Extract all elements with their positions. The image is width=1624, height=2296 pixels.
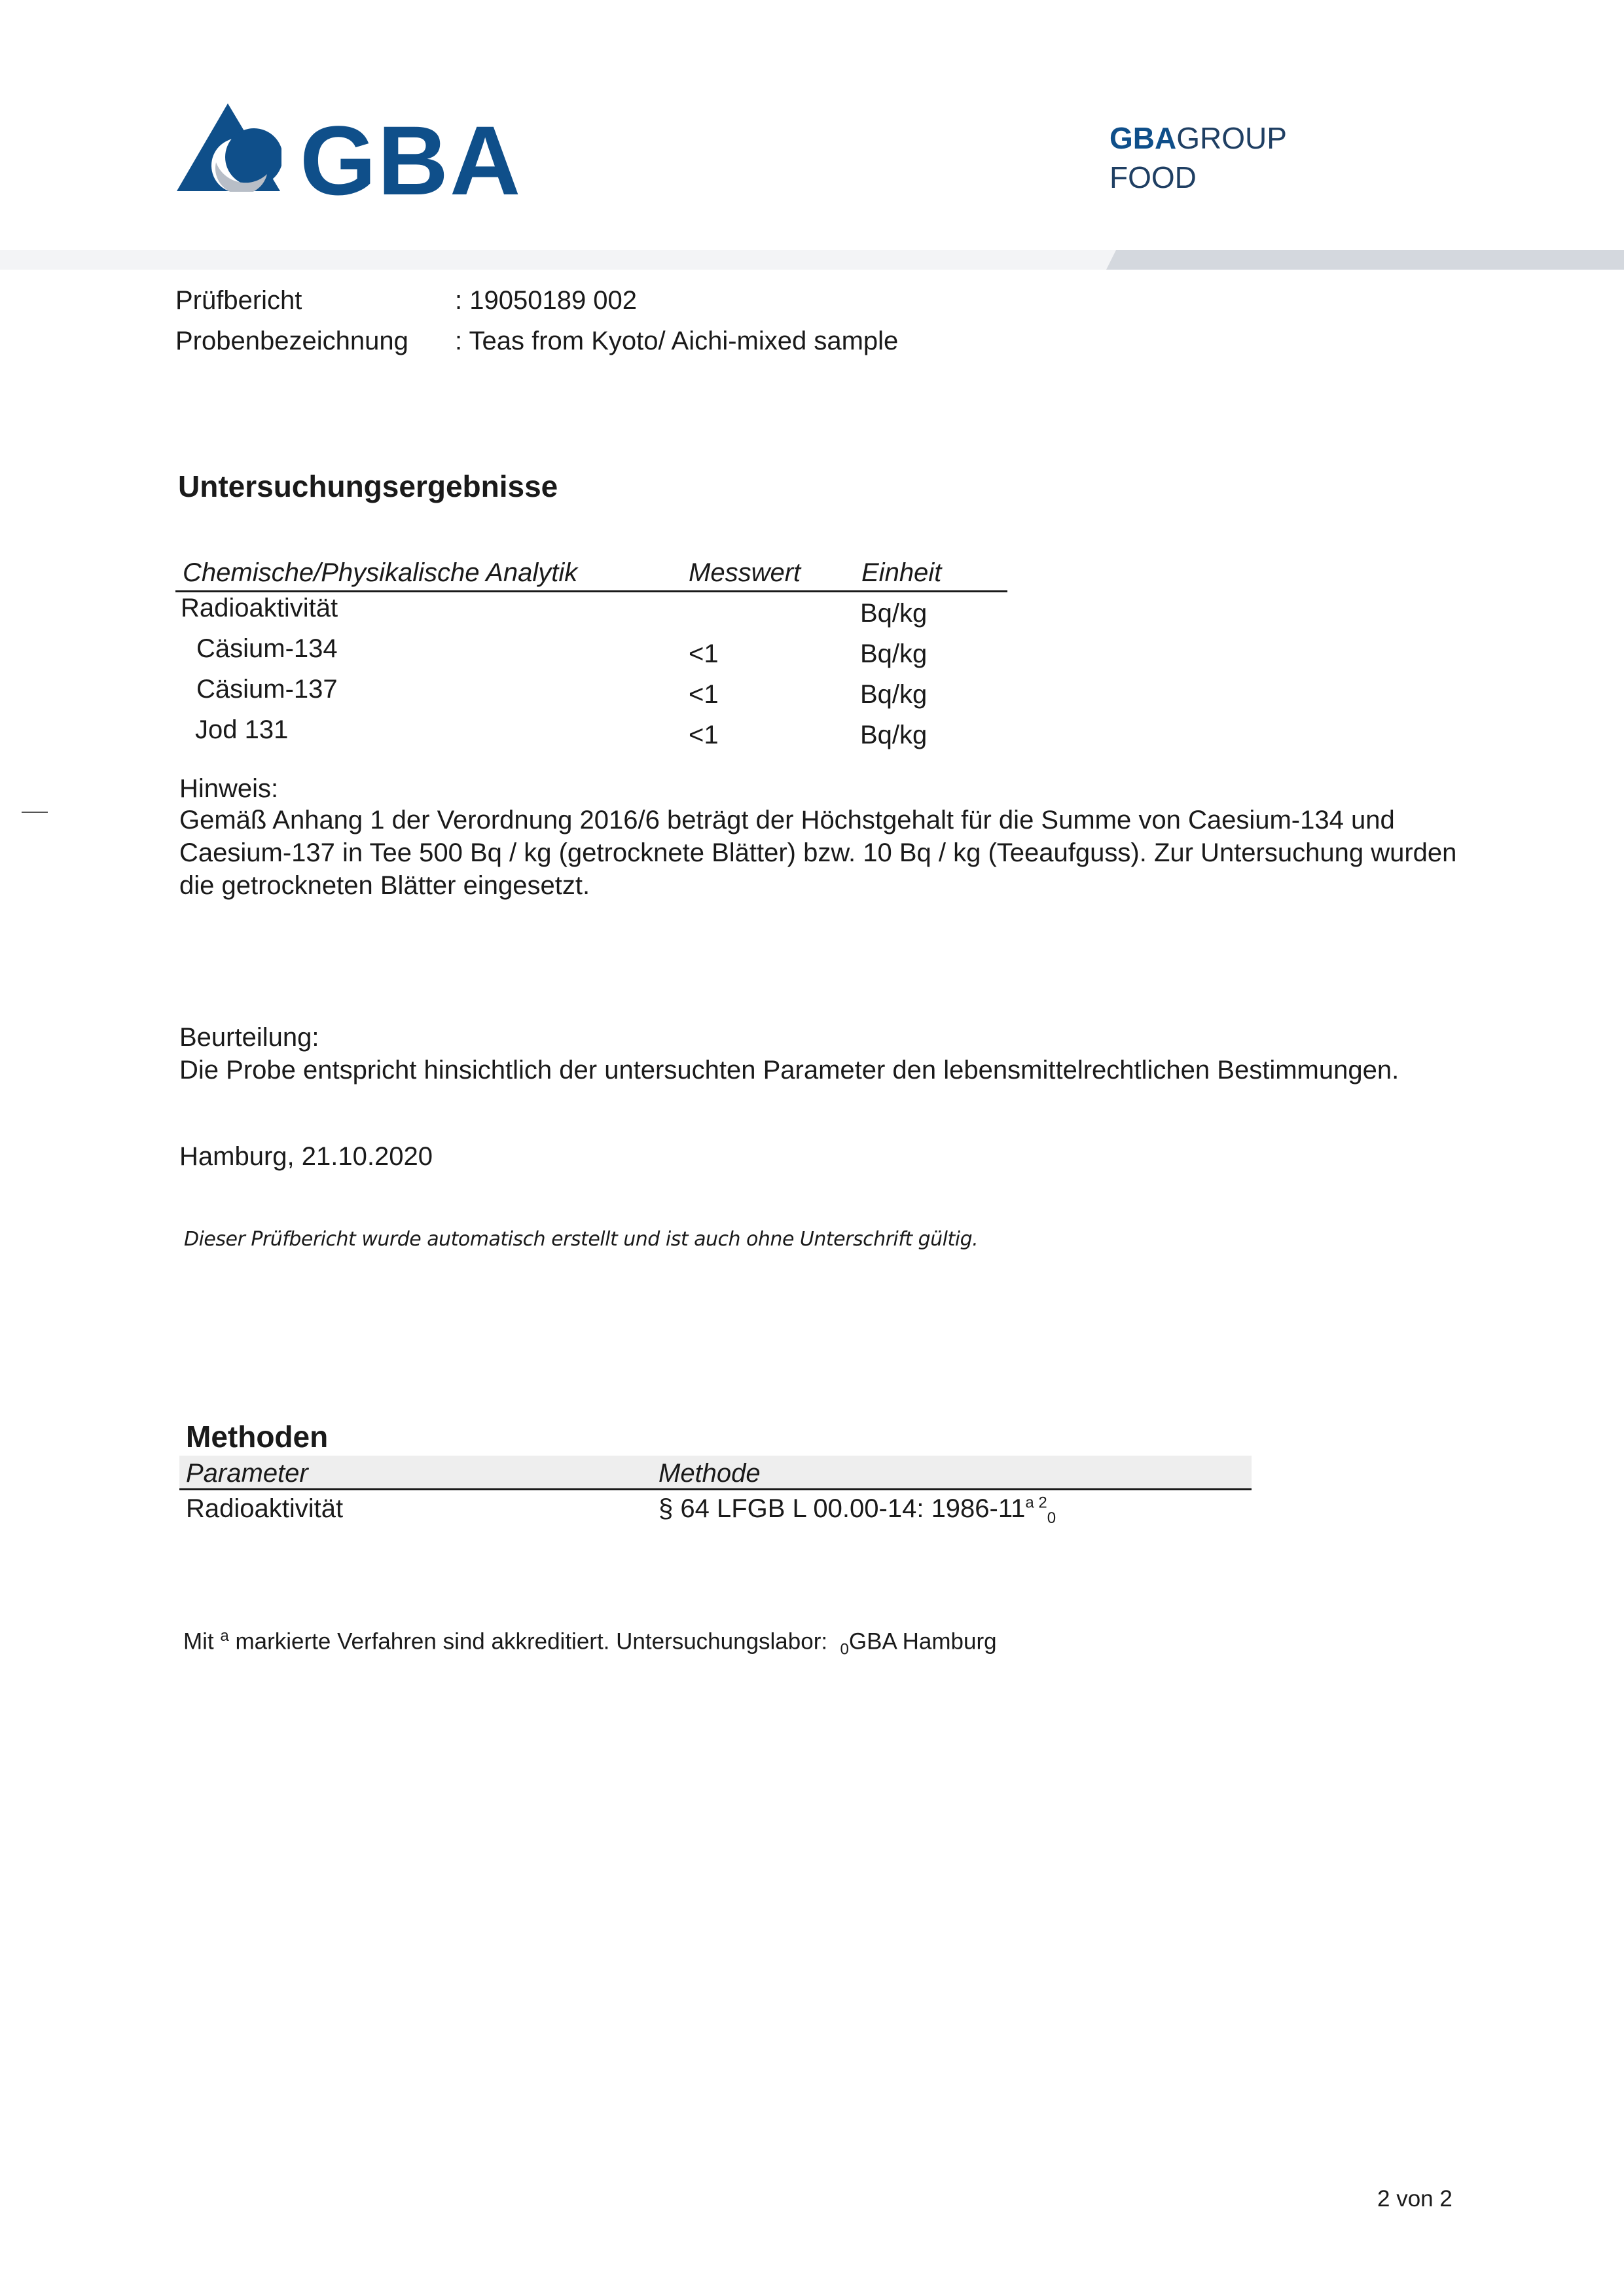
results-col-value: Messwert [689,558,801,587]
note-text: Gemäß Anhang 1 der Verordnung 2016/6 beträgt der Höchstgehalt für die Summe von Caesium-134 und Caesium-137 in Tee 500 Bq / kg (getrocknete Blätter) bzw. 10 Bq / kg (Teeaufguss). Zur Untersuchung wurden die getrockneten Blätter eingesetzt. [179,806,1457,900]
sample-value: : Teas from Kyoto/ Aichi-mixed sample [455,327,899,355]
accreditation-prefix: Mit [183,1628,214,1655]
method-row-method-text: § 64 LFGB L 00.00-14: 1986-11 [659,1494,1026,1523]
result-row-name: Jod 131 [195,715,289,744]
lab-index: 0 [840,1640,849,1659]
group-name-strong: GBA [1110,121,1177,155]
place-date: Hamburg, 21.10.2020 [179,1142,433,1171]
report-number-label: Prüfbericht [175,286,302,315]
results-col-analysis: Chemische/Physikalische Analytik [183,558,578,587]
header-banner [0,250,1624,270]
assessment-text: Die Probe entspricht hinsichtlich der untersuchten Parameter den lebensmittelrechtlichen Bestimmungen. [179,1056,1399,1085]
page-number: 2 von 2 [1377,2186,1453,2212]
note-title: Hinweis: [179,774,279,803]
method-lab-index: 0 [1047,1509,1056,1527]
group-name [1110,123,1287,153]
logo-wordmark: GBA [300,105,522,215]
assessment-title: Beurteilung: [179,1023,319,1052]
accreditation-footnote [183,1627,997,1659]
method-row-parameter: Radioaktivität [186,1494,344,1523]
result-row-name: Cäsium-134 [196,634,338,663]
result-row-unit: Bq/kg [860,639,928,668]
results-col-unit: Einheit [861,558,942,587]
lab-name: GBA Hamburg [848,1628,997,1655]
result-row-unit: Bq/kg [860,599,928,628]
method-accreditation-mark: a 2 [1025,1494,1047,1512]
margin-mark [22,812,48,813]
accreditation-mark: a [220,1627,229,1645]
method-row-method [659,1494,1056,1528]
auto-generated-note: Dieser Prüfbericht wurde automatisch erstellt und ist auch ohne Unterschrift gültig. [184,1228,979,1251]
result-row-unit: Bq/kg [860,680,928,709]
methods-header-rule [179,1488,1252,1490]
result-row-name: Radioaktivität [181,594,338,622]
methods-col-parameter: Parameter [186,1459,308,1488]
report-number-value: : 19050189 002 [455,286,638,315]
result-row-name: Cäsium-137 [196,675,338,704]
group-division: FOOD [1110,160,1197,194]
methods-title: Methoden [186,1420,329,1454]
methods-col-method: Methode [659,1459,761,1488]
group-name-rest: GROUP [1176,121,1287,155]
result-row-value: <1 [689,721,719,749]
results-title: Untersuchungsergebnisse [178,469,558,503]
sample-label: Probenbezeichnung [175,327,408,355]
gba-logo-icon [177,103,281,192]
result-row-value: <1 [689,680,719,709]
accreditation-text: markierte Verfahren sind akkreditiert. Untersuchungslabor: [235,1628,828,1655]
results-header-rule [175,590,1007,592]
result-row-value: <1 [689,639,719,668]
result-row-unit: Bq/kg [860,721,928,749]
